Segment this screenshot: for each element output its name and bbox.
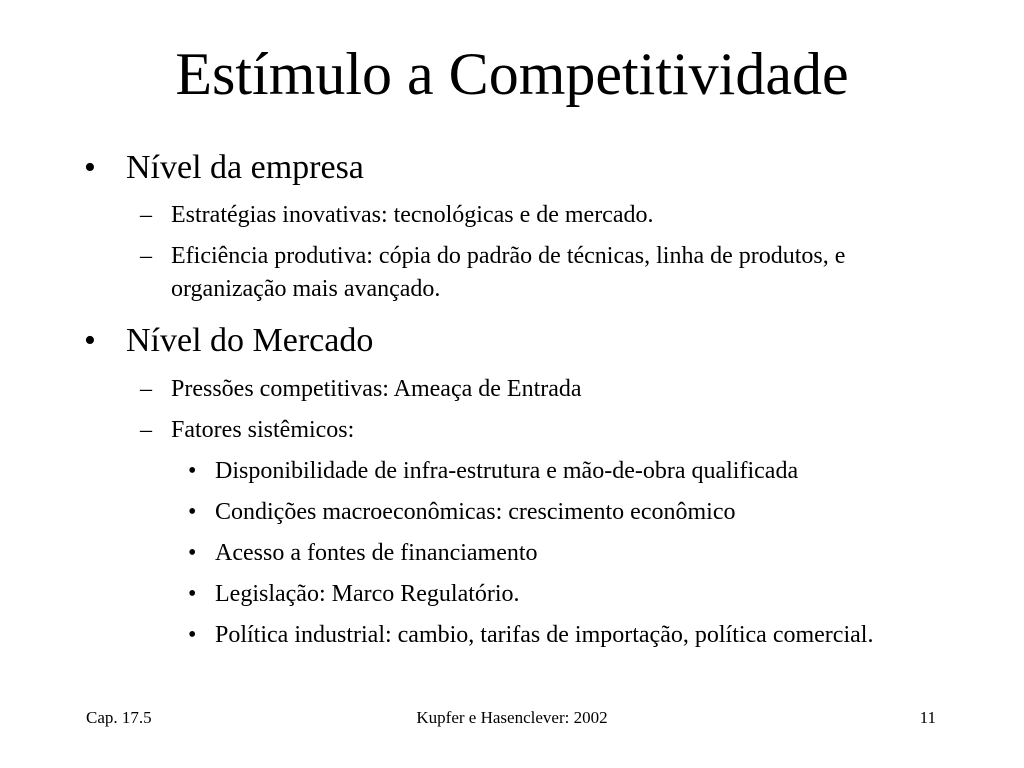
bullet-icon: •	[84, 149, 96, 186]
dash-icon: –	[140, 243, 152, 269]
bullet-icon: •	[188, 540, 197, 566]
section-heading: Nível da empresa	[126, 149, 364, 186]
dash-icon: –	[140, 417, 152, 443]
footer-page-number: 11	[919, 708, 936, 727]
list-item-text: Estratégias inovativas: tecnológicas e de mercado.	[171, 202, 654, 228]
list-item-text: Condições macroeconômicas: crescimento econômico	[215, 499, 736, 525]
list-item-text: Pressões competitivas: Ameaça de Entrada	[171, 376, 582, 402]
footer-citation: Kupfer e Hasenclever: 2002	[416, 708, 608, 727]
list-item-text: Fatores sistêmicos:	[171, 417, 355, 443]
footer-chapter: Cap. 17.5	[86, 708, 152, 727]
list-item-text: Legislação: Marco Regulatório.	[215, 581, 520, 607]
slide-title: Estímulo a Competitividade	[175, 41, 849, 107]
section-heading: Nível do Mercado	[126, 322, 374, 359]
list-item-text: Eficiência produtiva: cópia do padrão de técnicas, linha de produtos, e organização mais avançado.	[171, 243, 846, 302]
bullet-icon: •	[188, 458, 197, 484]
dash-icon: –	[140, 202, 152, 228]
bullet-icon: •	[188, 622, 197, 648]
bullet-icon: •	[188, 499, 197, 525]
bullet-icon: •	[84, 322, 96, 359]
list-item-text: Acesso a fontes de financiamento	[215, 540, 538, 566]
bullet-icon: •	[188, 581, 197, 607]
dash-icon: –	[140, 376, 152, 402]
list-item-text: Política industrial: cambio, tarifas de importação, política comercial.	[215, 622, 874, 648]
list-item-text: Disponibilidade de infra-estrutura e mão-de-obra qualificada	[215, 458, 799, 484]
